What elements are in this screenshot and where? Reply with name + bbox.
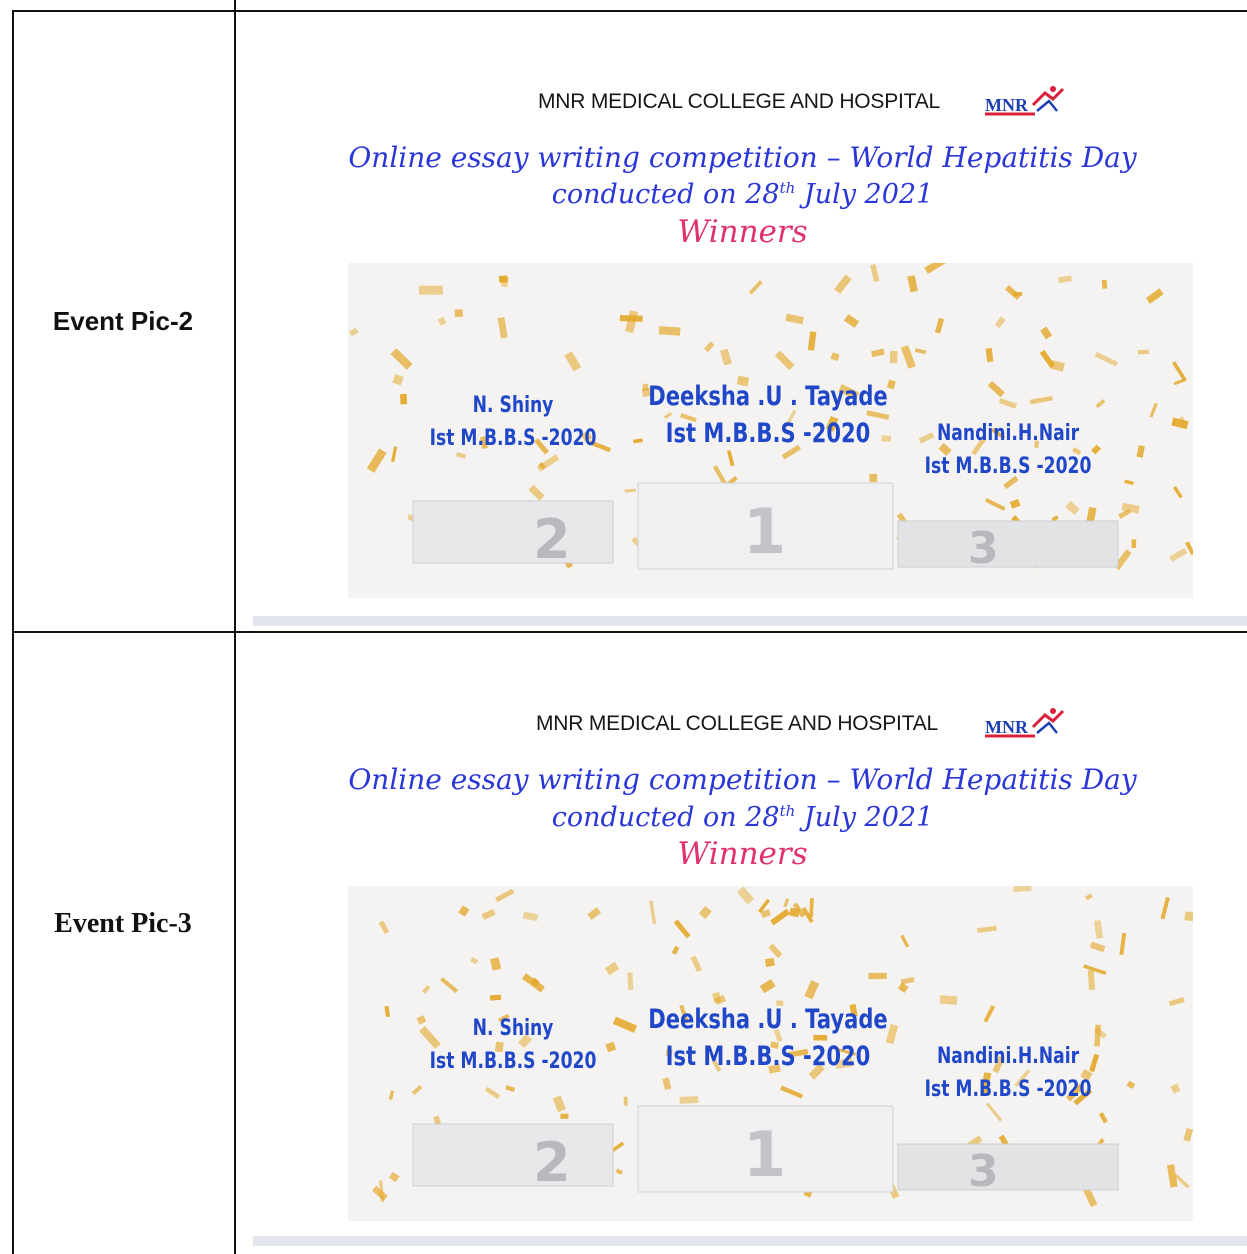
row-label-event-pic-2: Event Pic-2 [52,306,194,336]
winner-third [907,1044,1110,1102]
place-number-1: 1 [743,1118,787,1191]
confetti-piece [765,958,775,967]
confetti-piece [869,474,877,482]
confetti-piece [627,972,633,990]
confetti-piece [940,995,958,1005]
college-name: MNR MEDICAL COLLEGE AND HOSPITAL [536,712,939,735]
confetti-piece [499,275,508,282]
winner-class: Ist M.B.B.S -2020 [665,1041,871,1072]
confetti-piece [1102,280,1107,289]
confetti-piece [1132,539,1137,548]
confetti-piece [1138,350,1149,355]
event-card [238,642,1247,1254]
podium-step-3 [898,1144,1118,1190]
table-row-divider [12,631,1247,633]
mnr-logo-icon [983,703,1069,743]
table-vertical-divider [234,0,236,1254]
confetti-piece [659,326,681,336]
confetti-piece [455,309,463,317]
svg-text:MNR: MNR [985,95,1028,115]
podium-step-2 [413,1124,613,1186]
winners-podium-graphic [348,886,1193,1221]
winner-first [643,381,893,449]
row-label-event-pic-3: Event Pic-3 [54,908,192,939]
image-baseline [253,1236,1247,1246]
winner-name: Deeksha .U . Tayade [648,381,888,412]
confetti-piece [680,1096,699,1104]
confetti-piece [624,1097,628,1106]
winner-class: Ist M.B.B.S -2020 [665,418,871,449]
winners-heading: Winners [677,214,808,250]
place-number-2: 2 [533,508,571,571]
winner-name: N. Shiny [472,393,554,418]
winner-class: Ist M.B.B.S -2020 [429,426,597,451]
podium-step-2 [413,501,613,563]
winners-podium-graphic [348,263,1193,598]
svg-text:MNR: MNR [985,717,1028,737]
college-name: MNR MEDICAL COLLEGE AND HOSPITAL [538,90,941,113]
confetti-piece [560,1114,568,1119]
place-number-3: 3 [968,523,999,574]
winner-second [416,393,611,451]
competition-title: Online essay writing competition – World Hepatitis Day [348,763,1137,796]
winner-class: Ist M.B.B.S -2020 [924,1077,1092,1102]
winner-name: Deeksha .U . Tayade [648,1004,888,1035]
mnr-logo-icon [983,81,1069,121]
winner-name: Nandini.H.Nair [936,1044,1080,1069]
confetti-piece [490,995,501,1001]
conducted-date: conducted on 28th July 2021 [551,802,934,833]
place-number-2: 2 [533,1131,571,1194]
competition-title: Online essay writing competition – World Hepatitis Day [348,141,1137,174]
event-card [238,18,1247,628]
confetti-piece [868,973,886,979]
confetti-piece [620,315,643,322]
winner-second [416,1016,611,1074]
conducted-date: conducted on 28th July 2021 [551,179,934,210]
confetti-piece [890,351,898,363]
winner-third [907,421,1110,479]
image-baseline [253,616,1247,626]
winner-first [643,1004,893,1072]
winner-class: Ist M.B.B.S -2020 [924,454,1092,479]
podium-step-3 [898,521,1118,567]
place-number-3: 3 [968,1146,999,1197]
confetti-piece [400,394,407,405]
winner-name: N. Shiny [472,1016,554,1041]
place-number-1: 1 [743,495,787,568]
winners-heading: Winners [677,836,808,872]
confetti-piece [419,286,443,295]
winner-class: Ist M.B.B.S -2020 [429,1049,597,1074]
winner-name: Nandini.H.Nair [936,421,1080,446]
table-top-border [12,10,1247,12]
